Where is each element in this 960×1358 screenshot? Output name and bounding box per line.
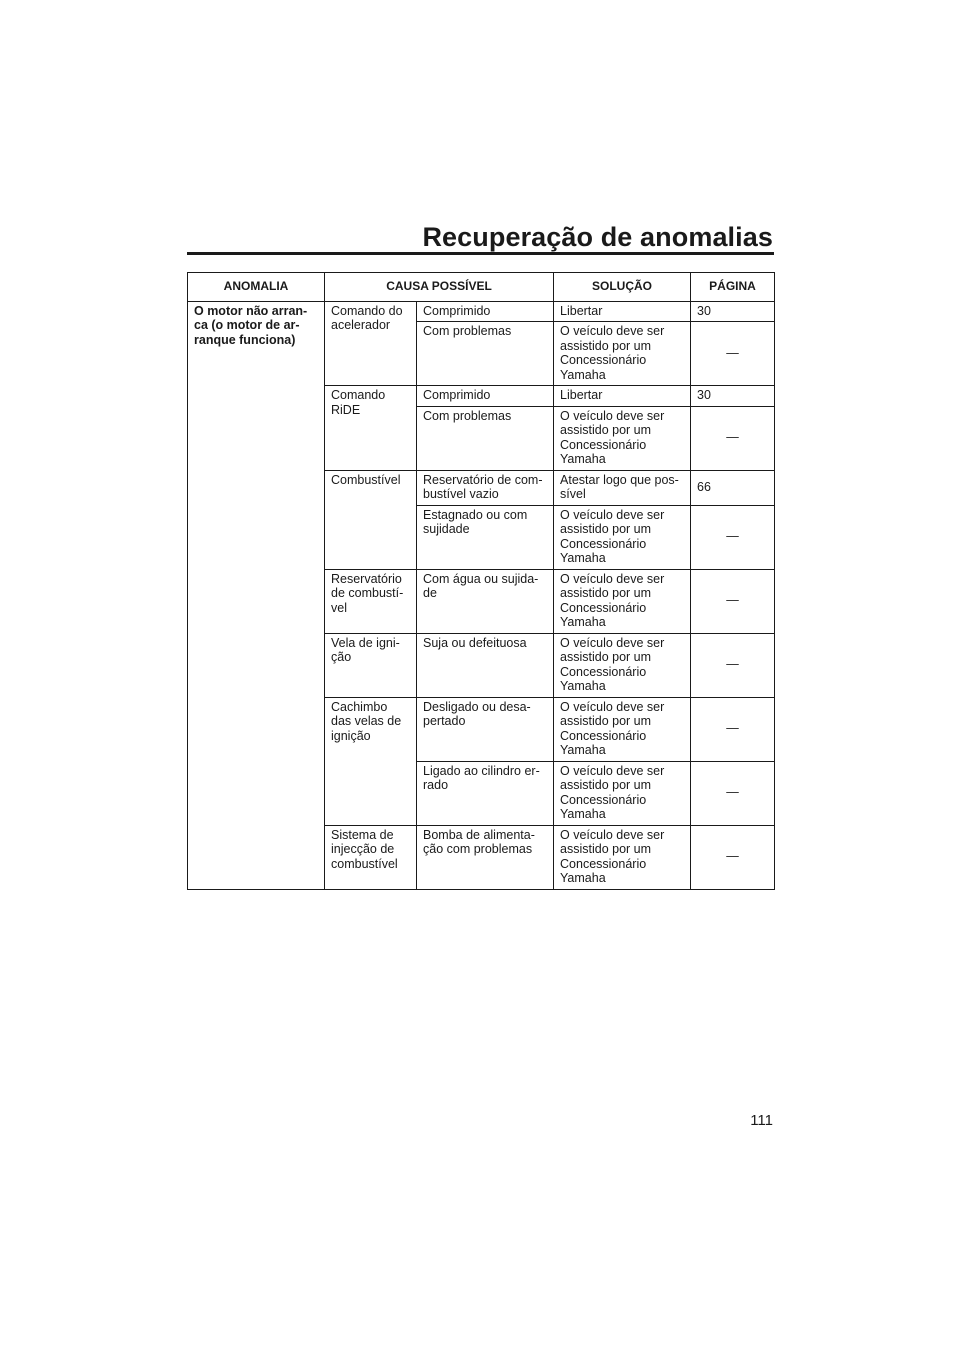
- page-number: 111: [750, 1112, 773, 1129]
- condition-cell: Desligado ou desa- pertado: [417, 697, 554, 761]
- page-cell: —: [691, 761, 775, 825]
- solution-cell: O veículo deve ser assistido por um Concessionário Yamaha: [554, 569, 691, 633]
- condition-cell: Com problemas: [417, 322, 554, 386]
- condition-cell: Comprimido: [417, 301, 554, 322]
- page-cell: 66: [691, 470, 775, 505]
- solution-cell: O veículo deve ser assistido por um Concessionário Yamaha: [554, 825, 691, 889]
- condition-cell: Estagnado ou com sujidade: [417, 505, 554, 569]
- cause-cell: Comando RiDE: [325, 386, 417, 471]
- cause-cell: Cachimbo das velas de ignição: [325, 697, 417, 825]
- solution-cell: O veículo deve ser assistido por um Concessionário Yamaha: [554, 633, 691, 697]
- solution-cell: Atestar logo que pos- sível: [554, 470, 691, 505]
- page-cell: 30: [691, 301, 775, 322]
- page-cell: —: [691, 569, 775, 633]
- page-cell: —: [691, 697, 775, 761]
- solution-cell: Libertar: [554, 386, 691, 407]
- page-cell: —: [691, 825, 775, 889]
- page-title: Recuperação de anomalias: [422, 222, 773, 252]
- cause-cell: Comando do acelerador: [325, 301, 417, 386]
- header-anomaly: ANOMALIA: [188, 273, 325, 302]
- anomaly-cell: O motor não arran- ca (o motor de ar- ranque funciona): [188, 301, 325, 889]
- condition-cell: Com problemas: [417, 406, 554, 470]
- condition-cell: Bomba de alimenta- ção com problemas: [417, 825, 554, 889]
- condition-cell: Reservatório de com- bustível vazio: [417, 470, 554, 505]
- table-row: [188, 301, 775, 322]
- header-cause: CAUSA POSSÍVEL: [325, 273, 554, 302]
- page-cell: —: [691, 505, 775, 569]
- title-rule: [187, 252, 774, 255]
- condition-cell: Com água ou sujida- de: [417, 569, 554, 633]
- page-cell: —: [691, 633, 775, 697]
- header-page: PÁGINA: [691, 273, 775, 302]
- troubleshooting-table: [187, 272, 775, 890]
- solution-cell: Libertar: [554, 301, 691, 322]
- solution-cell: O veículo deve ser assistido por um Concessionário Yamaha: [554, 406, 691, 470]
- cause-cell: Sistema de injecção de combustível: [325, 825, 417, 889]
- page-cell: —: [691, 406, 775, 470]
- table-header-row: [188, 273, 775, 302]
- page-cell: —: [691, 322, 775, 386]
- solution-cell: O veículo deve ser assistido por um Concessionário Yamaha: [554, 505, 691, 569]
- condition-cell: Suja ou defeituosa: [417, 633, 554, 697]
- cause-cell: Vela de igni- ção: [325, 633, 417, 697]
- page-cell: 30: [691, 386, 775, 407]
- header-solution: SOLUÇÃO: [554, 273, 691, 302]
- solution-cell: O veículo deve ser assistido por um Concessionário Yamaha: [554, 761, 691, 825]
- solution-cell: O veículo deve ser assistido por um Concessionário Yamaha: [554, 322, 691, 386]
- cause-cell: Combustível: [325, 470, 417, 569]
- solution-cell: O veículo deve ser assistido por um Concessionário Yamaha: [554, 697, 691, 761]
- cause-cell: Reservatório de combustí- vel: [325, 569, 417, 633]
- condition-cell: Comprimido: [417, 386, 554, 407]
- condition-cell: Ligado ao cilindro er- rado: [417, 761, 554, 825]
